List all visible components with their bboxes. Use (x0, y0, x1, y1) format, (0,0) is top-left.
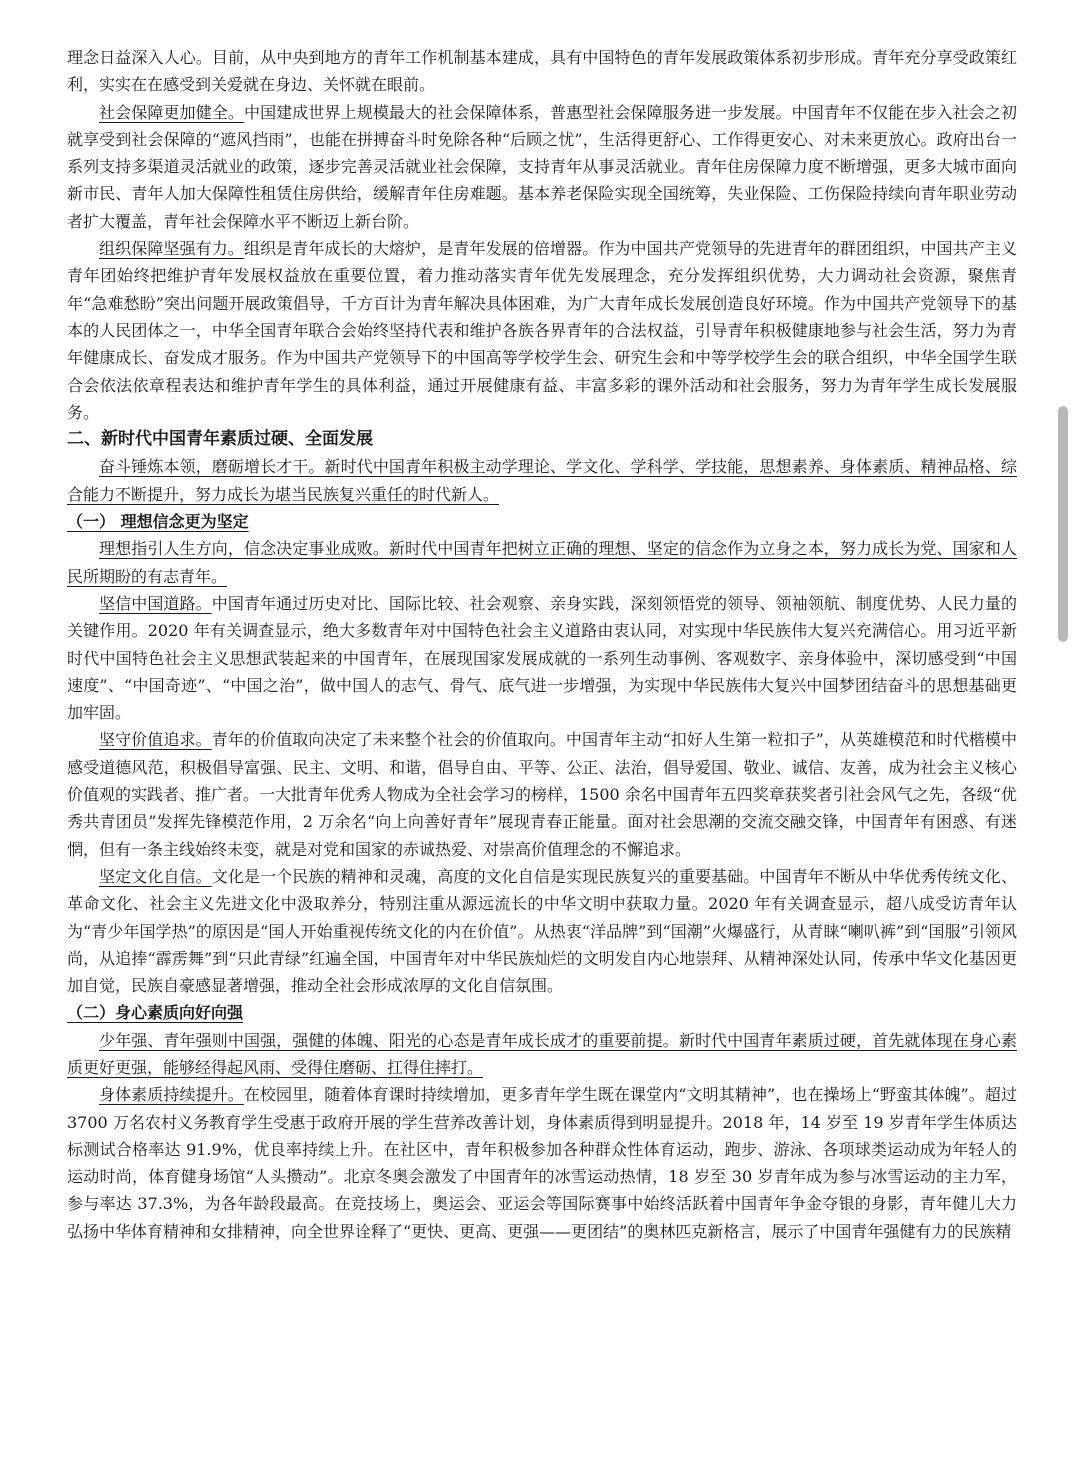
subsection-intro-2: 少年强、青年强则中国强，强健的体魄、阳光的心态是青年成长成才的重要前提。新时代中国青年素质过硬，首先就体现在身心素质更好更强，能够经得起风雨、受得住磨砺、扛得住摔打。 (67, 1030, 1017, 1077)
section-heading: 二、新时代中国青年素质过硬、全面发展 (67, 429, 373, 450)
paragraph-lead: 坚定文化自信。 (99, 866, 212, 886)
paragraph-lead: 组织保障坚强有力。 (99, 239, 244, 259)
paragraph-physical: 身体素质持续提升。在校园里，随着体育课时持续增加，更多青年学生既在课堂内“文明其精神”，也在操场上“野蛮其体魄”。超过 3700 万名农村义务教育学生受惠于政府开展的学生营养改善计划，身体素质得到明显提升。2018 年，14 岁至 19 岁青年学生体质达标测试合格率达 91.9%，优良率持续上升。在社区中，青年积极参加各种群众性体育运动，跑步、游泳、各项球类运动成为年轻人的运动时尚，体育健身场馆“人头攒动”。北京冬奥会激发了中国青年的冰雪运动热情，18 岁至 30 岁青年成为参与冰雪运动的主力军，参与率达 37.3%，为各年龄段最高。在竞技场上，奥运会、亚运会等国际赛事中始终活跃着中国青年争金夺银的身影，青年健儿大力弘扬中华体育精神和女排精神，向全世界诠释了“更快、更高、更强——更团结”的奥林匹克新格言，展示了中国青年强健有力的民族精 (67, 1085, 1017, 1241)
section-intro: 奋斗锤炼本领，磨砺增长才干。新时代中国青年积极主动学理论、学文化、学科学、学技能，思想素养、身体素质、精神品格、综合能力不断提升，努力成长为堪当民族复兴重任的时代新人。 (67, 457, 1017, 504)
paragraph-china-road: 坚信中国道路。中国青年通过历史对比、国际比较、社会观察、亲身实践，深刻领悟党的领导、领袖领航、制度优势、人民力量的关键作用。2020 年有关调查显示，绝大多数青年对中国特色社会主义道路由衷认同，对实现中华民族伟大复兴充满信心。用习近平新时代中国特色社会主义思想武装起来的中国青年，在展现国家发展成就的一系列生动事例、客观数字、亲身体验中，深切感受到“中国速度”、“中国奇迹”、“中国之治”，做中国人的志气、骨气、底气进一步增强，为实现中华民族伟大复兴中国梦团结奋斗的思想基础更加牢固。 (67, 593, 1017, 723)
subsection-heading-2: （二）身心素质向好向强 (67, 1003, 244, 1023)
paragraph-values: 坚守价值追求。青年的价值取向决定了未来整个社会的价值取向。中国青年主动“扣好人生第一粒扣子”，从英雄模范和时代楷模中感受道德风范，积极倡导富强、民主、文明、和谐，倡导自由、平等、公正、法治，倡导爱国、敬业、诚信、友善，成为社会主义核心价值观的实践者、推广者。一大批青年优秀人物成为全社会学习的榜样，1500 余名中国青年五四奖章获奖者引社会风气之先，各级“优秀共青团员”发挥先锋模范作用，2 万余名“向上向善好青年”展现青春正能量。面对社会思潮的交流交融交锋，中国青年有困惑、有迷惘，但有一条主线始终未变，就是对党和国家的赤诚热爱、对崇高价值理念的不懈追求。 (67, 730, 1017, 859)
paragraph-culture: 坚定文化自信。文化是一个民族的精神和灵魂，高度的文化自信是实现民族复兴的重要基础。中国青年不断从中华优秀传统文化、革命文化、社会主义先进文化中汲取养分，特别注重从源远流长的中华文明中获取力量。2020 年有关调查显示，超八成受访青年认为“青少年国学热”的原因是“国人开始重视传统文化的内在价值”。从热衷“洋品牌”到“国潮”火爆盛行，从青睐“喇叭裤”到“国服”引领风尚，从追捧“霹雳舞”到“只此青绿”红遍全国，中国青年对中华民族灿烂的文明发自内心地崇拜、从精神深处认同，传承中华文化基因更加自觉，民族自豪感显著增强，推动全社会形成浓厚的文化自信氛围。 (67, 866, 1017, 996)
paragraph-lead: 社会保障更加健全。 (99, 102, 244, 122)
paragraph-lead: 身体素质持续提升。 (99, 1085, 244, 1105)
paragraph-lead: 坚守价值追求。 (99, 730, 212, 750)
paragraph-organization: 组织保障坚强有力。组织是青年成长的大熔炉，是青年发展的倍增器。作为中国共产党领导的先进青年的群团组织，中国共产主义青年团始终把维护青年发展权益放在重要位置，着力推动落实青年优先发展理念，充分发挥组织优势，大力调动社会资源，聚焦青年“急难愁盼”突出问题开展政策倡导，千方百计为青年解决具体困难，为广大青年成长发展创造良好环境。作为中国共产党领导下的基本的人民团体之一，中华全国青年联合会始终坚持代表和维护各族各界青年的合法权益，引导青年积极健康地参与社会生活，努力为青年健康成长、奋发成才服务。作为中国共产党领导下的中国高等学校学生会、研究生会和中等学校学生会的联合组织，中华全国学生联合会依法依章程表达和维护青年学生的具体利益，通过开展健康有益、丰富多彩的课外活动和社会服务，努力为青年学生成长发展服务。 (67, 239, 1017, 422)
vertical-scrollbar[interactable] (1058, 406, 1068, 642)
subsection-intro-1: 理想指引人生方向，信念决定事业成败。新时代中国青年把树立正确的理想、坚定的信念作为立身之本，努力成长为党、国家和人民所期盼的有志青年。 (67, 539, 1017, 586)
paragraph-lead: 坚信中国道路。 (99, 593, 212, 613)
paragraph-continuation: 理念日益深入人心。目前，从中央到地方的青年工作机制基本建成，具有中国特色的青年发展政策体系初步形成。青年充分享受政策红利，实实在在感受到关爱就在身边、关怀就在眼前。 (67, 48, 1017, 95)
subsection-heading-1: （一） 理想信念更为坚定 (67, 512, 249, 532)
document-page (67, 44, 1017, 1245)
paragraph-social-security: 社会保障更加健全。中国建成世界上规模最大的社会保障体系，普惠型社会保障服务进一步发展。中国青年不仅能在步入社会之初就享受到社会保障的“遮风挡雨”，也能在拼搏奋斗时免除各种“后顾之忧”，生活得更舒心、工作得更安心、对未来更放心。政府出台一系列支持多渠道灵活就业的政策，逐步完善灵活就业社会保障，支持青年从事灵活就业。青年住房保障力度不断增强，更多大城市面向新市民、青年人加大保障性租赁住房供给，缓解青年住房难题。基本养老保险实现全国统筹，失业保险、工伤保险持续向青年职业劳动者扩大覆盖，青年社会保障水平不断迈上新台阶。 (67, 102, 1017, 231)
